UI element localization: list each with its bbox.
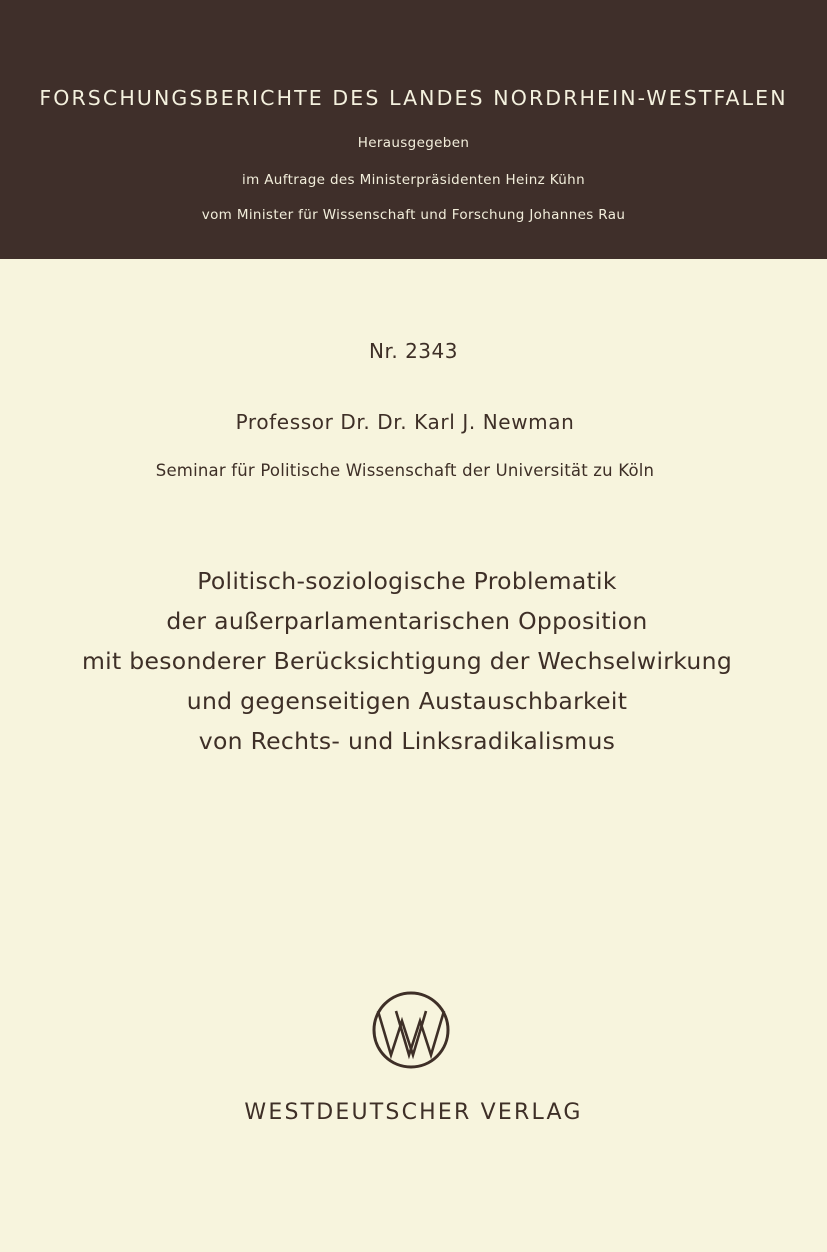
volume-number: Nr. 2343 [369,339,458,363]
editor-line-1: Herausgegeben [357,135,470,151]
publisher-logo-icon [370,989,452,1071]
title-line-1: Politisch-soziologische Problematik [197,567,617,595]
title-line-3: mit besonderer Berücksichtigung der Wechselwirkung [81,647,733,675]
author-name: Professor Dr. Dr. Karl J. Newman [235,410,575,434]
publisher-name: WESTDEUTSCHER VERLAG [244,1100,583,1125]
editor-line-2: im Auftrage des Ministerpräsidenten Heinz Kühn [241,172,585,188]
title-line-2: der außerparlamentarischen Opposition [166,607,648,635]
editor-line-3: vom Minister für Wissenschaft und Forschung Johannes Rau [201,207,626,223]
title-line-5: von Rechts- und Linksradikalismus [198,727,616,755]
title-line-4: und gegenseitigen Austauschbarkeit [186,687,628,715]
series-title: FORSCHUNGSBERICHTE DES LANDES NORDRHEIN-WESTFALEN [39,86,788,110]
series-header-band [0,0,827,259]
book-title [0,561,814,761]
author-affiliation: Seminar für Politische Wissenschaft der Universität zu Köln [155,461,655,480]
